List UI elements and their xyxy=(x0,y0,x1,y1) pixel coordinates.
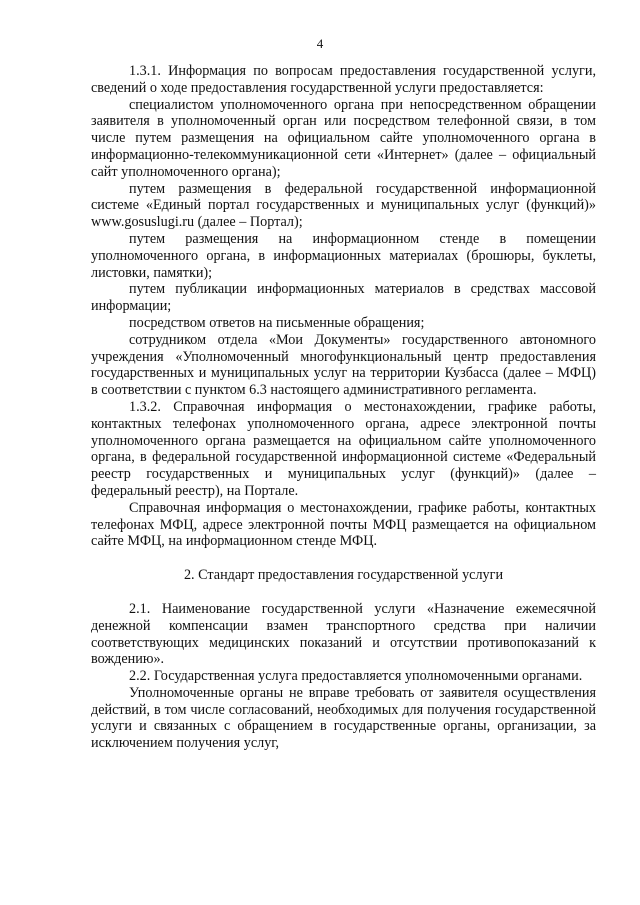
paragraph-2-1: 2.1. Наименование государственной услуги «Назначение ежемесячной денежной компенсации взамен транспортного средства при наличии соответствующих медицинских показаний и отсутствии противопоказаний к вождению». xyxy=(91,600,596,668)
paragraph-authorities: Уполномоченные органы не вправе требовать от заявителя осуществления действий, в том числе согласований, необходимых для получения государственной услуги и связанных с обращением в государственные органы, организации, за исключением получения услуг, xyxy=(91,684,596,752)
page-number: 4 xyxy=(316,36,324,51)
paragraph-portal: путем размещения в федеральной государственной информационной системе «Единый портал государственных и муниципальных услуг (функций)» www.gosuslugi.ru (далее – Портал); xyxy=(91,180,596,231)
paragraph-stand: путем размещения на информационном стенде в помещении уполномоченного органа, в информационных материалах (брошюры, буклеты, листовки, памятки); xyxy=(91,230,596,281)
paragraph-specialist: специалистом уполномоченного органа при непосредственном обращении заявителя в уполномоченный орган или посредством телефонной связи, в том числе путем размещения на официальном сайте уполномоченного органа в информационно-телекоммуникационной сети «Интернет» (далее – официальный сайт уполномоченного органа); xyxy=(91,96,596,180)
paragraph-media: путем публикации информационных материалов в средствах массовой информации; xyxy=(91,281,596,315)
paragraph-1-3-2: 1.3.2. Справочная информация о местонахождении, графике работы, контактных телефонах уполномоченного органа, адресе электронной почты уполномоченного органа размещается на официальном сайте уполномоченного органа, в федеральной государственной информационной системе «Федеральный реестр государственных и муниципальных услуг (функций)» (далее – федеральный реестр), на Портале. xyxy=(91,398,596,499)
paragraph-1-3-1: 1.3.1. Информация по вопросам предоставления государственной услуги, сведений о ходе предоставления государственной услуги предоставляется: xyxy=(91,63,596,96)
paragraph-written-requests: посредством ответов на письменные обращения; xyxy=(129,314,425,331)
document-body xyxy=(91,63,596,752)
paragraph-mfc-reference: Справочная информация о местонахождении, графике работы, контактных телефонах МФЦ, адресе электронной почты МФЦ размещается на официальном сайте МФЦ, на информационном стенде МФЦ. xyxy=(91,499,596,550)
paragraph-2-2: 2.2. Государственная услуга предоставляется уполномоченными органами. xyxy=(129,668,583,685)
paragraph-mfc-employee: сотрудником отдела «Мои Документы» государственного автономного учреждения «Уполномоченный многофункциональный центр предоставления государственных и муниципальных услуг на территории Кузбасса (далее – МФЦ) в соответствии с пунктом 6.3 настоящего административного регламента. xyxy=(91,331,596,399)
section-title: 2. Стандарт предоставления государственной услуги xyxy=(183,567,504,584)
